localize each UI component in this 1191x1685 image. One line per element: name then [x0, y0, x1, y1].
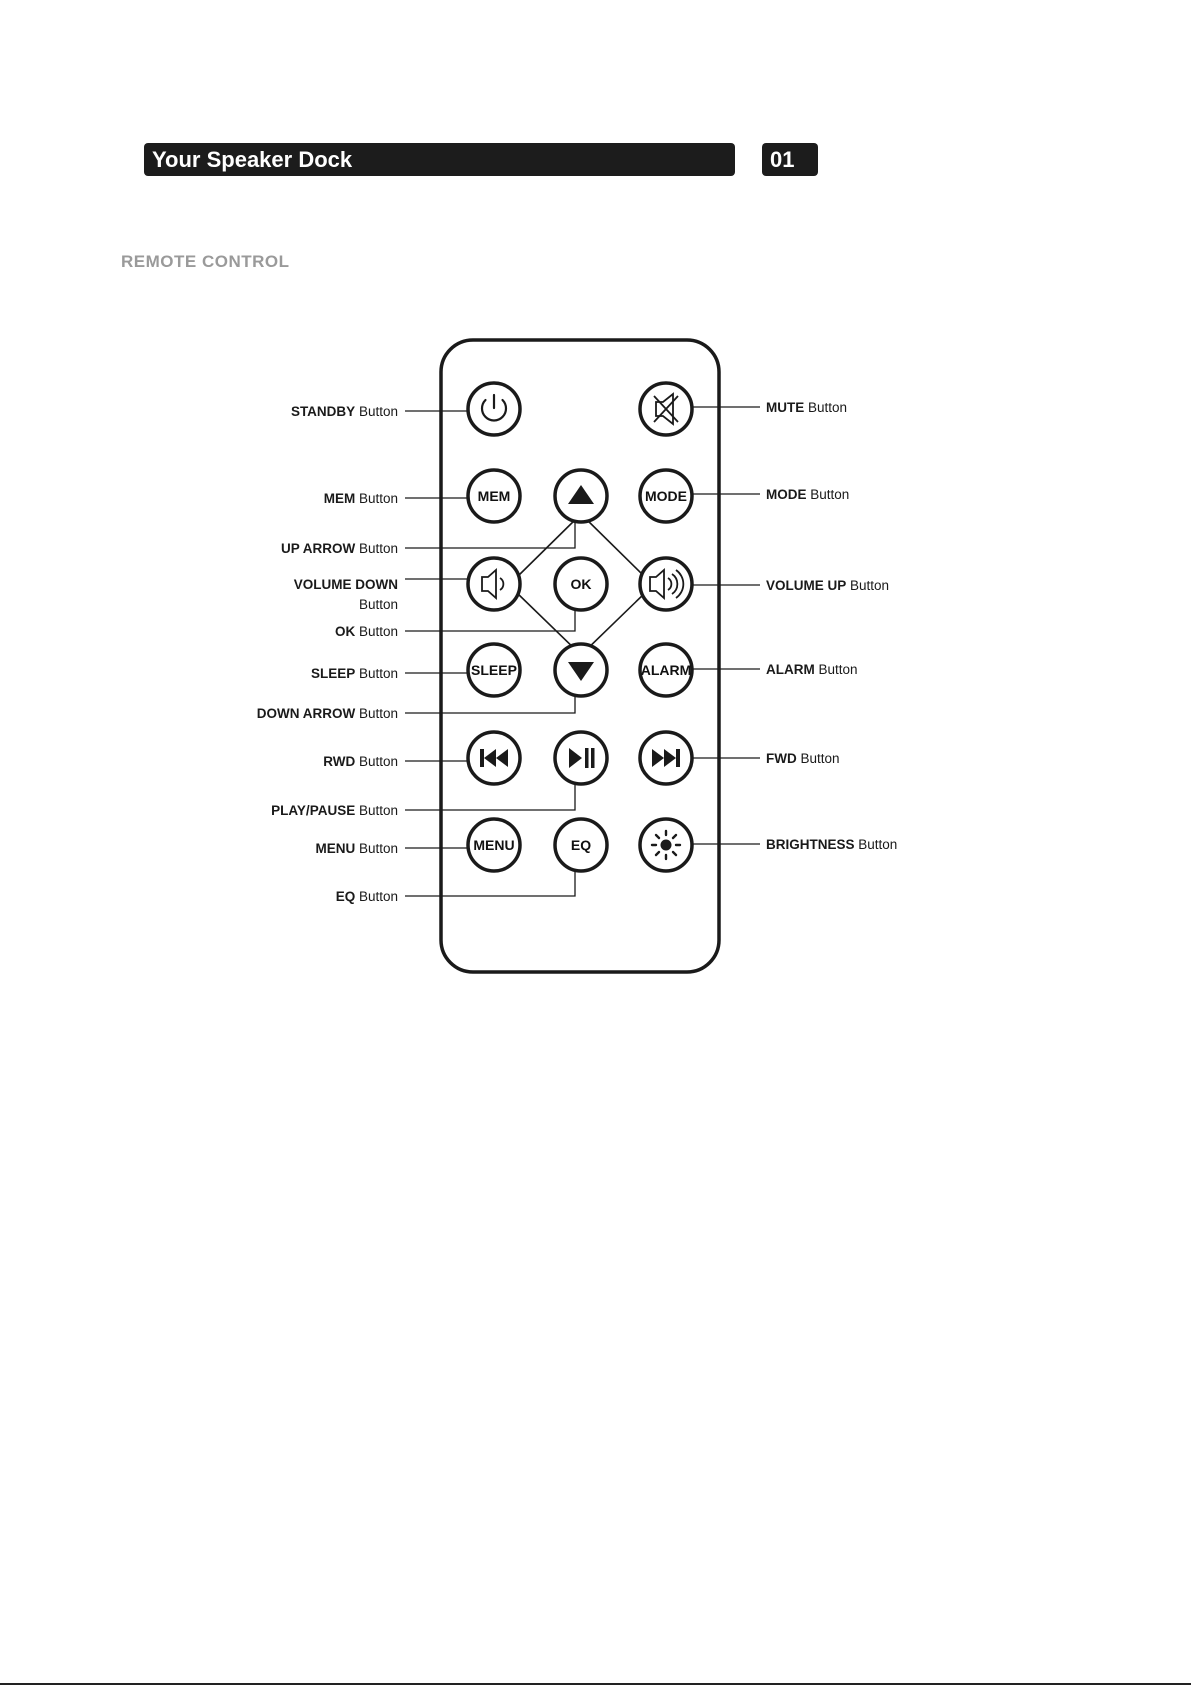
page-number: 01 — [770, 146, 795, 172]
mem-button[interactable] — [468, 470, 520, 522]
alarm-button-label: ALARM — [640, 662, 692, 678]
label-volume-up: VOLUME UP Button — [766, 578, 890, 593]
label-mem: MEM Button — [323, 491, 398, 506]
mem-button-label: MEM — [477, 488, 511, 504]
label-volume-down: VOLUME DOWN — [293, 577, 398, 592]
menu-button-label: MENU — [473, 837, 515, 853]
label-down-arrow: DOWN ARROW Button — [256, 706, 398, 721]
volume-down-button[interactable] — [468, 558, 520, 610]
label-rwd: RWD Button — [323, 754, 398, 769]
label-brightness: BRIGHTNESS Button — [766, 837, 898, 852]
ok-button-label: OK — [570, 576, 592, 592]
label-mode: MODE Button — [766, 487, 850, 502]
label-mute: MUTE Button — [766, 400, 848, 415]
play-pause-button[interactable] — [555, 732, 607, 784]
section-heading: REMOTE CONTROL — [121, 252, 290, 271]
sleep-button[interactable] — [468, 644, 520, 696]
label-play-pause: PLAY/PAUSE Button — [271, 803, 398, 818]
alarm-button[interactable] — [640, 644, 692, 696]
mode-button-label: MODE — [645, 488, 687, 504]
eq-button[interactable] — [555, 819, 607, 871]
fwd-button[interactable] — [640, 732, 692, 784]
label-eq: EQ Button — [335, 889, 398, 904]
brightness-button[interactable] — [640, 819, 692, 871]
label-alarm: ALARM Button — [766, 662, 858, 677]
sleep-button-label: SLEEP — [471, 662, 517, 678]
label-menu: MENU Button — [315, 841, 398, 856]
standby-button[interactable] — [468, 383, 520, 435]
ok-button[interactable] — [555, 558, 607, 610]
volume-up-button[interactable] — [640, 558, 692, 610]
label-fwd: FWD Button — [766, 751, 840, 766]
eq-button-label: EQ — [570, 837, 592, 853]
page-title: Your Speaker Dock — [152, 146, 353, 172]
mode-button[interactable] — [640, 470, 692, 522]
rwd-button[interactable] — [468, 732, 520, 784]
menu-button[interactable] — [468, 819, 520, 871]
label-sleep: SLEEP Button — [310, 666, 398, 681]
label-ok: OK Button — [334, 624, 398, 639]
label-up-arrow: UP ARROW Button — [280, 541, 398, 556]
mute-button[interactable] — [640, 383, 692, 435]
down-arrow-button[interactable] — [555, 644, 607, 696]
up-arrow-button[interactable] — [555, 470, 607, 522]
label-volume-down-suffix: Button — [358, 597, 398, 612]
sun-icon — [652, 831, 680, 859]
label-standby: STANDBY Button — [290, 404, 398, 419]
